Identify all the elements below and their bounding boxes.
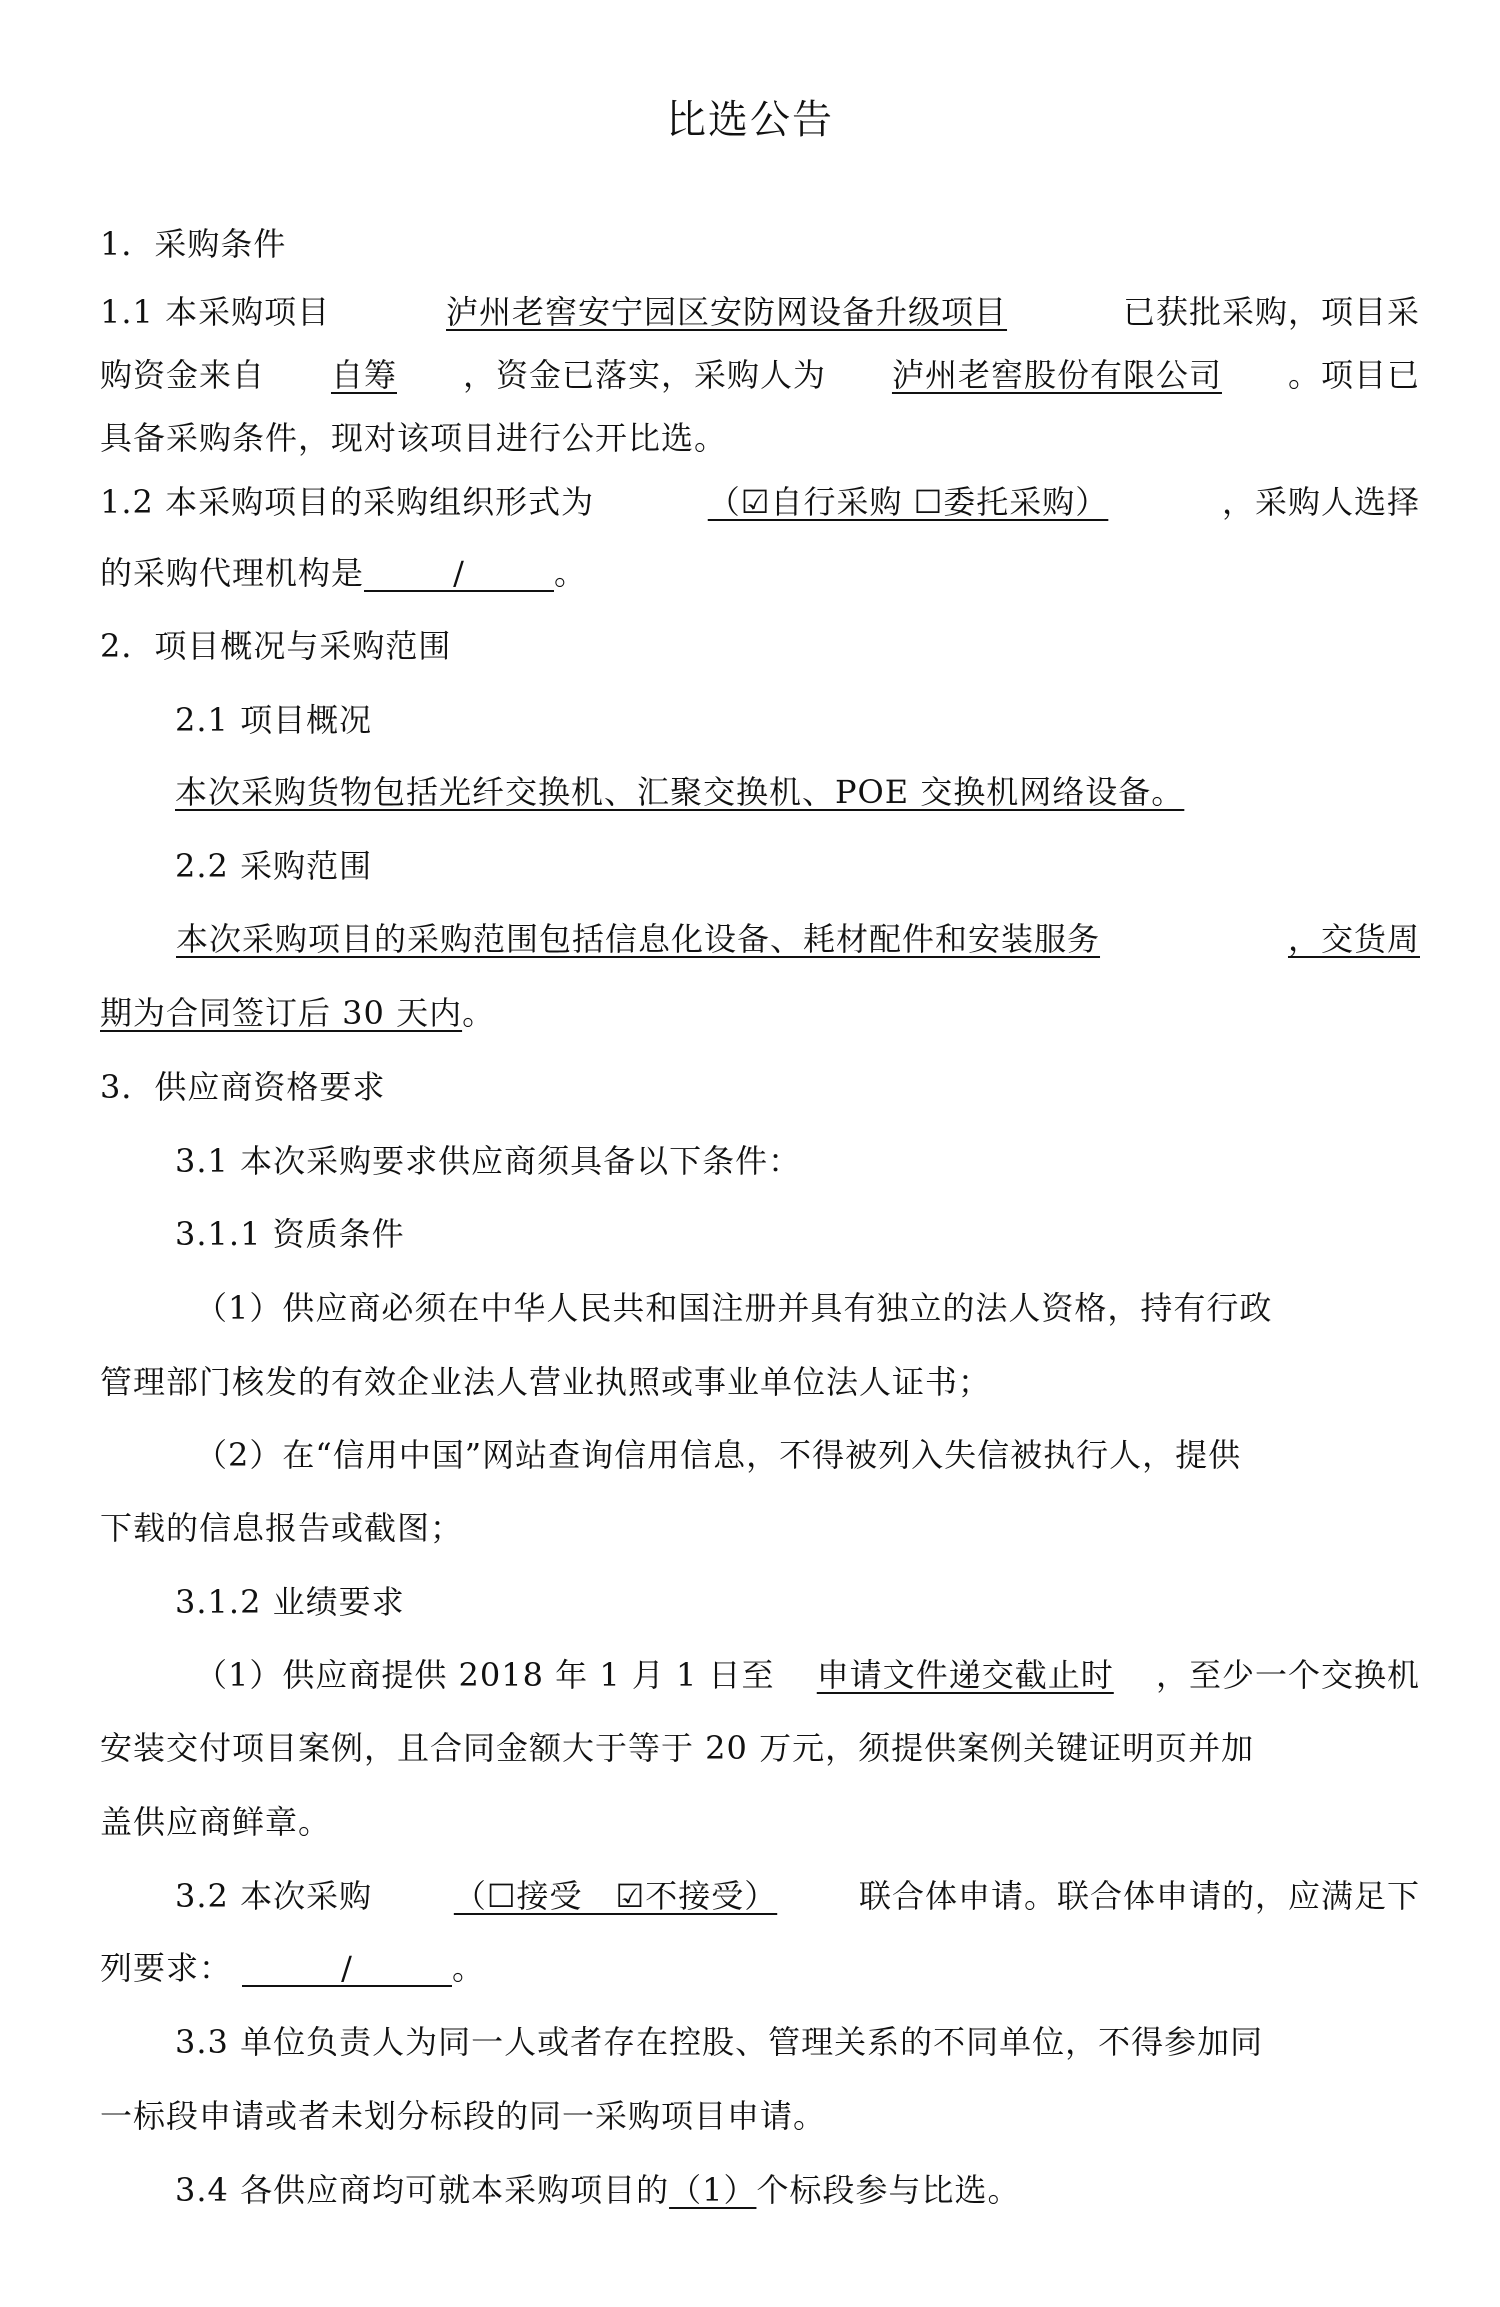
goods-description: 本次采购货物包括光纤交换机、汇聚交换机、POE 交换机网络设备。 — [175, 773, 1185, 811]
performance-1-line-1 — [195, 1655, 1420, 1695]
para-3-2-line-2 — [100, 1948, 1420, 1988]
text: ，至少一个交换机 — [1155, 1656, 1420, 1694]
text: 的采购代理机构是 — [100, 554, 365, 592]
subsection-3-1-2: 3.1.2 业绩要求 — [175, 1583, 405, 1621]
buyer-name: 泸州老窖股份有限公司 — [891, 356, 1222, 394]
para-3-4 — [175, 2170, 1420, 2210]
para-3-3-line-1: 3.3 单位负责人为同一人或者存在控股、管理关系的不同单位，不得参加同 — [175, 2023, 1264, 2061]
para-2-2-line-1 — [100, 919, 1420, 959]
subsection-2-2: 2.2 采购范围 — [175, 847, 373, 885]
text: （1）供应商提供 2018 年 1 月 1 日至 — [195, 1656, 775, 1694]
performance-1-line-3: 盖供应商鲜章。 — [100, 1803, 332, 1841]
para-2-1 — [175, 772, 1420, 812]
text: 个标段参与比选。 — [756, 2171, 1021, 2209]
qualification-2-line-1: （2）在“信用中国”网站查询信用信息，不得被列入失信被执行人，提供 — [195, 1436, 1242, 1474]
agent-blank: / — [364, 556, 554, 592]
text: 联合体申请。联合体申请的，应满足下 — [858, 1877, 1420, 1915]
para-1-1-line-1 — [100, 292, 1420, 332]
text: 1.1 本采购项目 — [100, 293, 331, 331]
para-3-2-line-1 — [175, 1876, 1420, 1916]
section-3-heading: 3．供应商资格要求 — [100, 1068, 386, 1106]
deadline-text: 申请文件递交截止时 — [816, 1656, 1114, 1694]
text: 。项目已 — [1287, 356, 1420, 394]
consortium-choice: （☐接受 ☑不接受） — [453, 1877, 778, 1915]
text: 购资金来自 — [100, 356, 266, 394]
procurement-form: （☑自行采购 ☐委托采购） — [707, 483, 1109, 521]
page-title: 比选公告 — [666, 97, 834, 143]
para-1-1-line-3: 具备采购条件，现对该项目进行公开比选。 — [100, 419, 728, 457]
scope-description: 本次采购项目的采购范围包括信息化设备、耗材配件和安装服务 — [176, 920, 1101, 958]
qualification-2-line-2: 下载的信息报告或截图； — [100, 1509, 464, 1547]
para-1-2-line-1 — [100, 482, 1420, 522]
text: ，采购人选择 — [1221, 483, 1420, 521]
subsection-3-1-1: 3.1.1 资质条件 — [175, 1215, 405, 1253]
qualification-1-line-1: （1）供应商必须在中华人民共和国注册并具有独立的法人资格，持有行政 — [195, 1289, 1273, 1327]
text: 。 — [452, 1949, 486, 1987]
para-2-2-line-2 — [100, 993, 1420, 1033]
text: 已获批采购，项目采 — [1122, 293, 1420, 331]
fund-source: 自筹 — [330, 356, 397, 394]
para-1-2-line-2 — [100, 553, 1420, 593]
requirements-blank: / — [242, 1951, 452, 1987]
subsection-2-1: 2.1 项目概况 — [175, 701, 373, 739]
delivery-period: 期为合同签订后 30 天内 — [100, 994, 463, 1032]
text: 。 — [554, 554, 588, 592]
text: 3.2 本次采购 — [175, 1877, 373, 1915]
text: ，资金已落实，采购人为 — [462, 356, 826, 394]
para-1-1-line-2 — [100, 355, 1420, 395]
text: 3.4 各供应商均可就本采购项目的 — [175, 2171, 670, 2209]
project-name: 泸州老窖安宁园区安防网设备升级项目 — [446, 293, 1008, 331]
performance-1-line-2: 安装交付项目案例，且合同金额大于等于 20 万元，须提供案例关键证明页并加 — [100, 1729, 1255, 1767]
section-2-heading: 2．项目概况与采购范围 — [100, 627, 452, 665]
subsection-3-1: 3.1 本次采购要求供应商须具备以下条件： — [175, 1142, 802, 1180]
section-1-heading: 1．采购条件 — [100, 225, 287, 263]
text: 列要求： — [100, 1949, 233, 1987]
text: 1.2 本采购项目的采购组织形式为 — [100, 483, 595, 521]
qualification-1-line-2: 管理部门核发的有效企业法人营业执照或事业单位法人证书； — [100, 1363, 992, 1401]
lot-count: （1） — [669, 2171, 757, 2209]
para-3-3-line-2: 一标段申请或者未划分标段的同一采购项目申请。 — [100, 2097, 827, 2135]
text: ，交货周 — [1287, 920, 1420, 958]
text: 。 — [462, 994, 496, 1032]
